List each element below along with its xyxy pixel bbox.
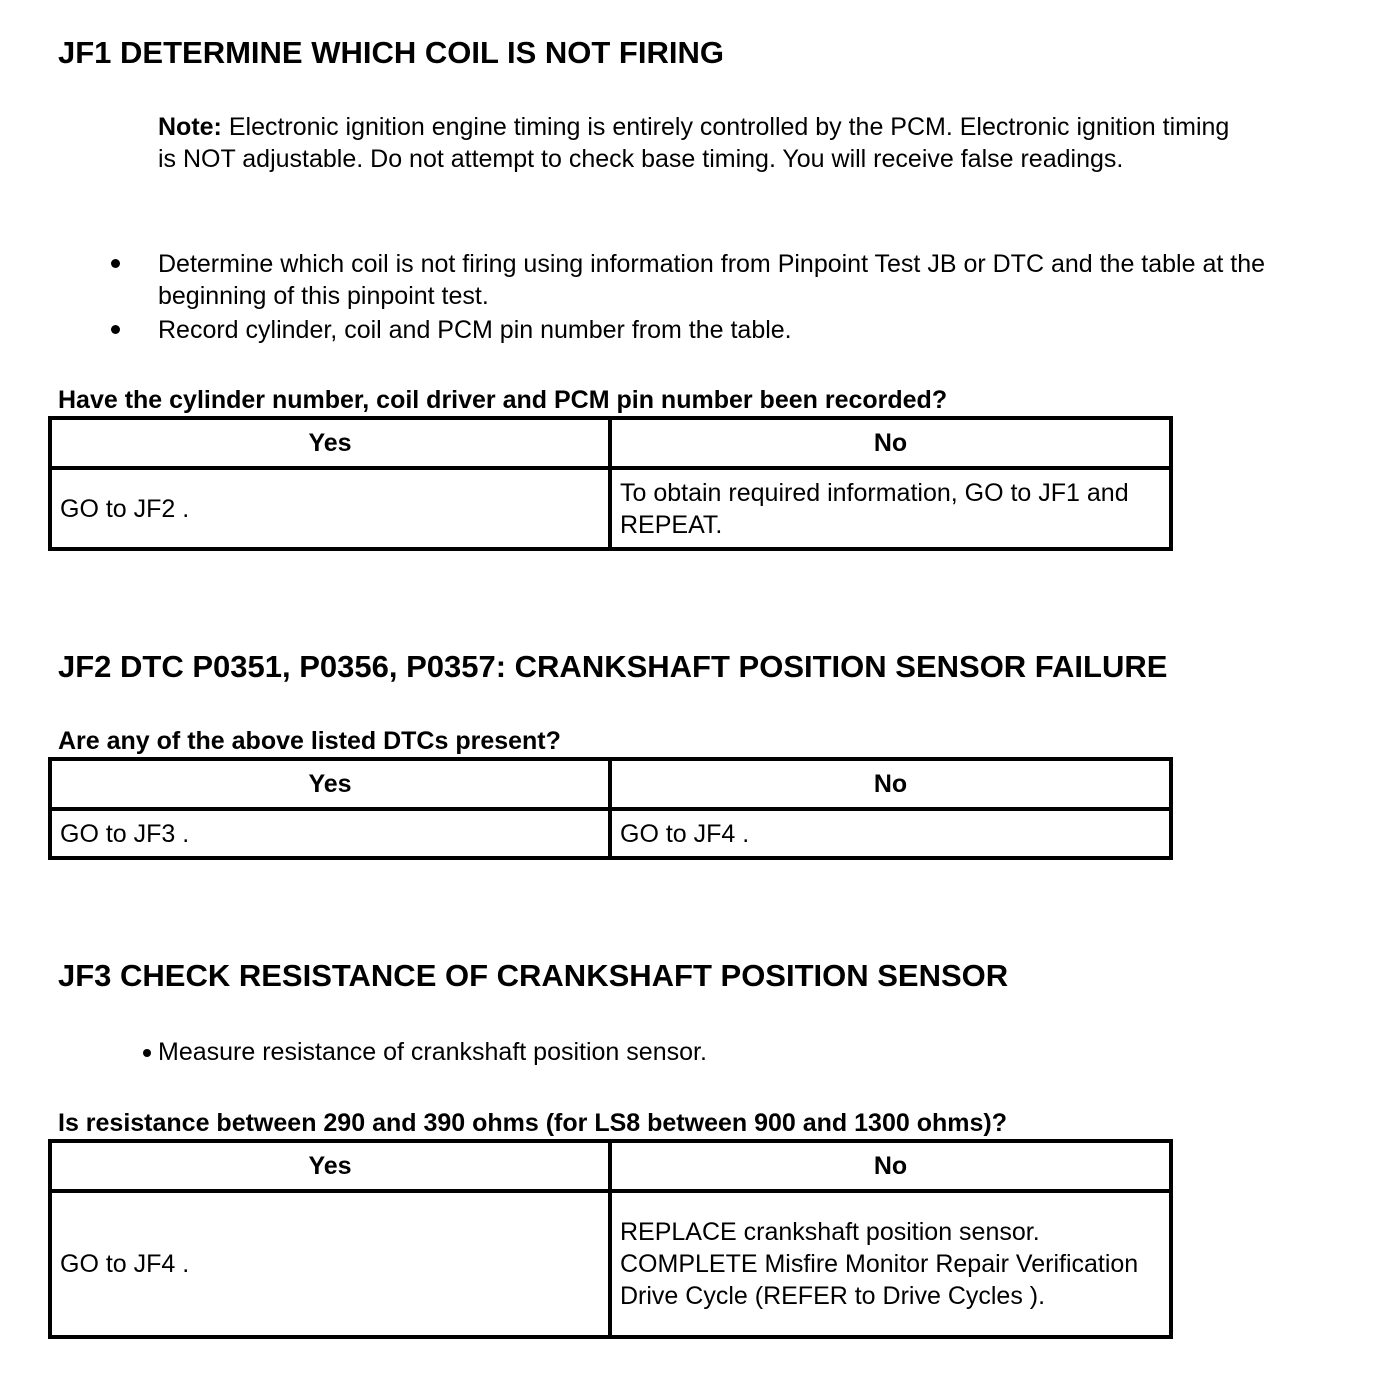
jf1-no-header: No <box>610 418 1171 468</box>
jf2-no-action: GO to JF4 . <box>610 809 1171 858</box>
jf1-yes-action: GO to JF2 . <box>50 468 610 549</box>
bullet-icon <box>111 325 120 334</box>
jf2-title: JF2 DTC P0351, P0356, P0357: CRANKSHAFT POSITION SENSOR FAILURE <box>58 649 1168 684</box>
jf3-no-action: REPLACE crankshaft position sensor. COMPLETE Misfire Monitor Repair Verification Drive Cycle (REFER to Drive Cycles ). <box>610 1191 1171 1337</box>
jf2-decision-table <box>48 757 1173 860</box>
jf3-decision-table <box>48 1139 1173 1339</box>
jf3-title: JF3 CHECK RESISTANCE OF CRANKSHAFT POSITION SENSOR <box>58 958 1009 993</box>
jf2-question: Are any of the above listed DTCs present? <box>58 727 561 755</box>
jf3-yes-action: GO to JF4 . <box>50 1191 610 1337</box>
jf2-yes-header: Yes <box>50 759 610 809</box>
jf1-yes-header: Yes <box>50 418 610 468</box>
jf2-no-header: No <box>610 759 1171 809</box>
jf1-bullet-2: Record cylinder, coil and PCM pin number from the table. <box>158 316 792 344</box>
jf2-yes-action: GO to JF3 . <box>50 809 610 858</box>
jf1-note-label: Note: <box>158 113 222 141</box>
jf1-title: JF1 DETERMINE WHICH COIL IS NOT FIRING <box>58 35 724 70</box>
jf3-no-header: No <box>610 1141 1171 1191</box>
bullet-icon <box>143 1049 151 1057</box>
jf1-note-text: Electronic ignition engine timing is entirely controlled by the PCM. Electronic ignition timing is NOT adjustable. Do not attempt to check base timing. You will receive false readings. <box>158 113 1230 173</box>
jf1-note <box>158 111 1248 175</box>
jf1-no-action: To obtain required information, GO to JF1 and REPEAT. <box>610 468 1171 549</box>
jf1-bullet-1: Determine which coil is not firing using information from Pinpoint Test JB or DTC and the table at the beginning of this pinpoint test. <box>158 250 1266 310</box>
jf3-question: Is resistance between 290 and 390 ohms (for LS8 between 900 and 1300 ohms)? <box>58 1109 1007 1137</box>
jf1-question: Have the cylinder number, coil driver and PCM pin number been recorded? <box>58 386 948 414</box>
bullet-icon <box>111 259 120 268</box>
jf3-bullet: Measure resistance of crankshaft position sensor. <box>158 1038 707 1066</box>
jf3-yes-header: Yes <box>50 1141 610 1191</box>
jf1-decision-table <box>48 416 1173 551</box>
